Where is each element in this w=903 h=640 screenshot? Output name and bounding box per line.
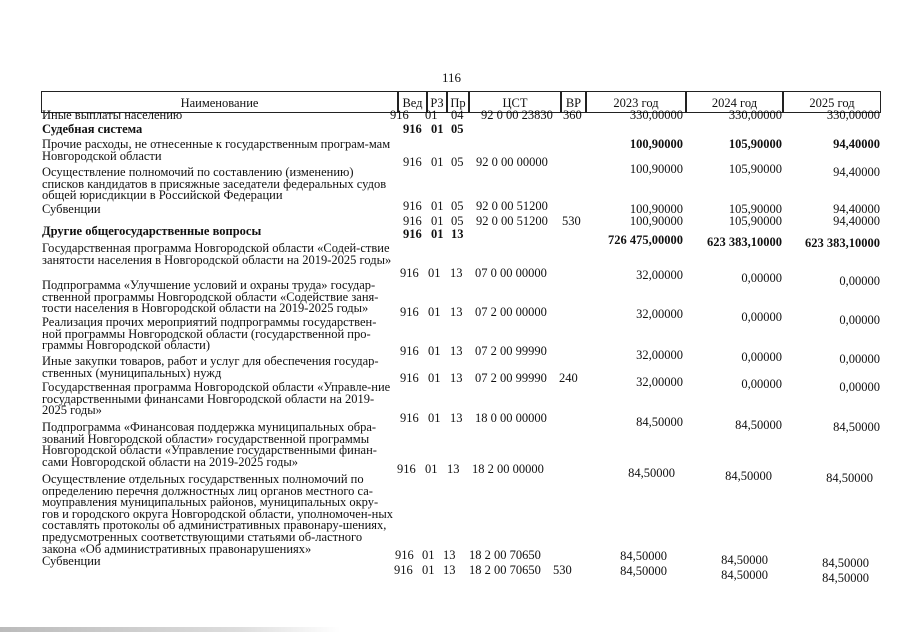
row-2024: 0,00000 bbox=[741, 310, 782, 324]
page-number: 116 bbox=[441, 70, 462, 85]
row-2025: 84,50000 bbox=[822, 571, 869, 585]
row-2024: 330,00000 bbox=[728, 108, 782, 122]
row-2025: 0,00000 bbox=[839, 380, 880, 394]
col-ved-header: Вед bbox=[398, 91, 427, 113]
row-rz: 01 bbox=[425, 462, 438, 476]
row-cst: 92 0 00 23830 bbox=[481, 108, 553, 122]
row-name: Иные выплаты населению bbox=[42, 108, 183, 122]
row-2025: 94,40000 bbox=[833, 214, 880, 228]
row-2023: 330,00000 bbox=[629, 108, 683, 122]
scan-edge-artifact bbox=[0, 627, 340, 632]
row-2023: 32,00000 bbox=[636, 375, 683, 389]
row-cst: 92 0 00 00000 bbox=[476, 155, 548, 169]
row-ved: 916 bbox=[400, 266, 419, 280]
row-pr: 05 bbox=[451, 155, 464, 169]
row-cst: 07 2 00 99990 bbox=[475, 371, 547, 385]
row-name: Иные закупки товаров, работ и услуг для обеспечения государ-ственных (муниципальных) нужд bbox=[42, 354, 379, 380]
row-rz: 01 bbox=[422, 563, 435, 577]
row-2023: 32,00000 bbox=[636, 268, 683, 282]
row-name: Субвенции bbox=[42, 554, 101, 568]
row-name: Другие общегосударственные вопросы bbox=[42, 224, 262, 238]
row-2023: 100,90000 bbox=[629, 214, 683, 228]
row-name: Прочие расходы, не отнесенные к государственным програм-мам Новгородской области bbox=[42, 137, 391, 163]
row-rz: 01 bbox=[425, 108, 438, 122]
row-pr: 05 bbox=[451, 122, 464, 136]
col-2024-header: 2024 год bbox=[686, 91, 783, 113]
row-ved: 916 bbox=[400, 305, 419, 319]
row-cst: 18 2 00 70650 bbox=[469, 563, 541, 577]
row-rz: 01 bbox=[431, 122, 444, 136]
col-pr-header: Пр bbox=[447, 91, 469, 113]
row-rz: 01 bbox=[431, 214, 444, 228]
row-pr: 13 bbox=[443, 548, 456, 562]
row-name: Подпрограмма «Улучшение условий и охраны труда» государ-ственной программы Новгородской области «Содействие заня-тости населения в Новгородской области на 2019-2025 годы» bbox=[42, 278, 379, 316]
row-2025: 94,40000 bbox=[833, 165, 880, 179]
row-ved: 916 bbox=[390, 108, 409, 122]
row-2025: 94,40000 bbox=[833, 202, 880, 216]
row-ved: 916 bbox=[403, 155, 422, 169]
row-name: Субвенции bbox=[42, 202, 101, 216]
row-2024: 105,90000 bbox=[728, 162, 782, 176]
row-pr: 13 bbox=[450, 305, 463, 319]
row-2025: 94,40000 bbox=[833, 137, 880, 151]
row-cst: 07 2 00 99990 bbox=[475, 344, 547, 358]
row-pr: 13 bbox=[450, 266, 463, 280]
row-cst: 07 2 00 00000 bbox=[475, 305, 547, 319]
row-2024: 623 383,10000 bbox=[707, 235, 782, 249]
row-2023: 726 475,00000 bbox=[608, 233, 683, 247]
row-rz: 01 bbox=[431, 227, 444, 241]
row-2025: 84,50000 bbox=[822, 556, 869, 570]
row-name: Государственная программа Новгородской области «Управле-ние государственными финансами Новгородской области на 2019-2025 годы» bbox=[42, 380, 391, 418]
row-pr: 13 bbox=[447, 462, 460, 476]
row-vr: 240 bbox=[559, 371, 578, 385]
row-2023: 100,90000 bbox=[629, 202, 683, 216]
row-2024: 84,50000 bbox=[725, 469, 772, 483]
row-pr: 13 bbox=[451, 227, 464, 241]
row-2024: 0,00000 bbox=[741, 377, 782, 391]
row-rz: 01 bbox=[422, 548, 435, 562]
row-pr: 04 bbox=[451, 108, 464, 122]
row-2025: 0,00000 bbox=[839, 352, 880, 366]
row-pr: 05 bbox=[451, 199, 464, 213]
row-pr: 13 bbox=[443, 563, 456, 577]
row-vr: 360 bbox=[563, 108, 582, 122]
row-ved: 916 bbox=[403, 122, 422, 136]
row-2024: 105,90000 bbox=[728, 214, 782, 228]
row-rz: 01 bbox=[431, 199, 444, 213]
row-ved: 916 bbox=[400, 371, 419, 385]
row-2023: 32,00000 bbox=[636, 307, 683, 321]
row-2024: 84,50000 bbox=[721, 553, 768, 567]
row-ved: 916 bbox=[403, 199, 422, 213]
col-name-header: Наименование bbox=[41, 91, 398, 113]
row-rz: 01 bbox=[428, 371, 441, 385]
row-2025: 84,50000 bbox=[826, 471, 873, 485]
row-2025: 330,00000 bbox=[826, 108, 880, 122]
row-cst: 07 0 00 00000 bbox=[475, 266, 547, 280]
row-cst: 92 0 00 51200 bbox=[476, 199, 548, 213]
row-name: Реализация прочих мероприятий подпрограммы государствен-ной программы Новгородской области (государственной про-граммы Новгородской области) bbox=[42, 315, 377, 353]
row-2025: 84,50000 bbox=[833, 420, 880, 434]
row-name: Государственная программа Новгородской области «Содей-ствие занятости населения в Новгородской области на 2019-2025 годы» bbox=[42, 241, 392, 267]
row-name: Осуществление отдельных государственных полномочий по определению перечня должностных лиц органов местного са-моуправления муниципальных районов, муниципальных окру-гов и городского округа Новгородской области, уполномочен-ных составлять протоколы об административных правонару-шениях, предусмотренных соответствующими статьями об-ластного закона «Об административных правонарушениях» bbox=[42, 472, 394, 556]
row-pr: 13 bbox=[450, 411, 463, 425]
row-rz: 01 bbox=[428, 411, 441, 425]
row-2023: 100,90000 bbox=[629, 137, 683, 151]
row-vr: 530 bbox=[553, 563, 572, 577]
row-ved: 916 bbox=[400, 344, 419, 358]
col-2025-header: 2025 год bbox=[783, 91, 881, 113]
col-cst-header: ЦСТ bbox=[469, 91, 561, 113]
row-2024: 84,50000 bbox=[721, 568, 768, 582]
row-name: Осуществление полномочий по составлению (изменению) списков кандидатов в присяжные заседатели федеральных судов общей юрисдикции в Российской Федерации bbox=[42, 165, 387, 203]
row-2023: 84,50000 bbox=[620, 564, 667, 578]
row-ved: 916 bbox=[403, 227, 422, 241]
col-2023-header: 2023 год bbox=[586, 91, 686, 113]
col-rz-header: РЗ bbox=[427, 91, 447, 113]
row-ved: 916 bbox=[395, 548, 414, 562]
row-2024: 0,00000 bbox=[741, 350, 782, 364]
row-pr: 13 bbox=[450, 371, 463, 385]
row-rz: 01 bbox=[431, 155, 444, 169]
row-pr: 13 bbox=[450, 344, 463, 358]
row-2023: 84,50000 bbox=[628, 466, 675, 480]
row-cst: 92 0 00 51200 bbox=[476, 214, 548, 228]
row-vr: 530 bbox=[562, 214, 581, 228]
row-name: Подпрограмма «Финансовая поддержка муниципальных обра-зований Новгородской области» государственной программы Новгородской области «Управление государственными финан-сами Новгородской области на 2019-2025 годы» bbox=[42, 420, 377, 469]
row-rz: 01 bbox=[428, 344, 441, 358]
row-ved: 916 bbox=[397, 462, 416, 476]
row-2024: 105,90000 bbox=[728, 137, 782, 151]
row-2024: 105,90000 bbox=[728, 202, 782, 216]
row-2023: 84,50000 bbox=[620, 549, 667, 563]
row-cst: 18 2 00 70650 bbox=[469, 548, 541, 562]
row-cst: 18 0 00 00000 bbox=[475, 411, 547, 425]
row-pr: 05 bbox=[451, 214, 464, 228]
row-2025: 0,00000 bbox=[839, 313, 880, 327]
row-2023: 32,00000 bbox=[636, 348, 683, 362]
row-2024: 0,00000 bbox=[741, 271, 782, 285]
row-2023: 100,90000 bbox=[629, 162, 683, 176]
row-2025: 0,00000 bbox=[839, 274, 880, 288]
row-ved: 916 bbox=[403, 214, 422, 228]
row-ved: 916 bbox=[400, 411, 419, 425]
col-vr-header: ВР bbox=[561, 91, 586, 113]
row-2025: 623 383,10000 bbox=[805, 236, 880, 250]
row-rz: 01 bbox=[428, 266, 441, 280]
row-2024: 84,50000 bbox=[735, 418, 782, 432]
row-ved: 916 bbox=[394, 563, 413, 577]
row-rz: 01 bbox=[428, 305, 441, 319]
row-cst: 18 2 00 00000 bbox=[472, 462, 544, 476]
row-2023: 84,50000 bbox=[636, 415, 683, 429]
row-name: Судебная система bbox=[42, 122, 143, 136]
